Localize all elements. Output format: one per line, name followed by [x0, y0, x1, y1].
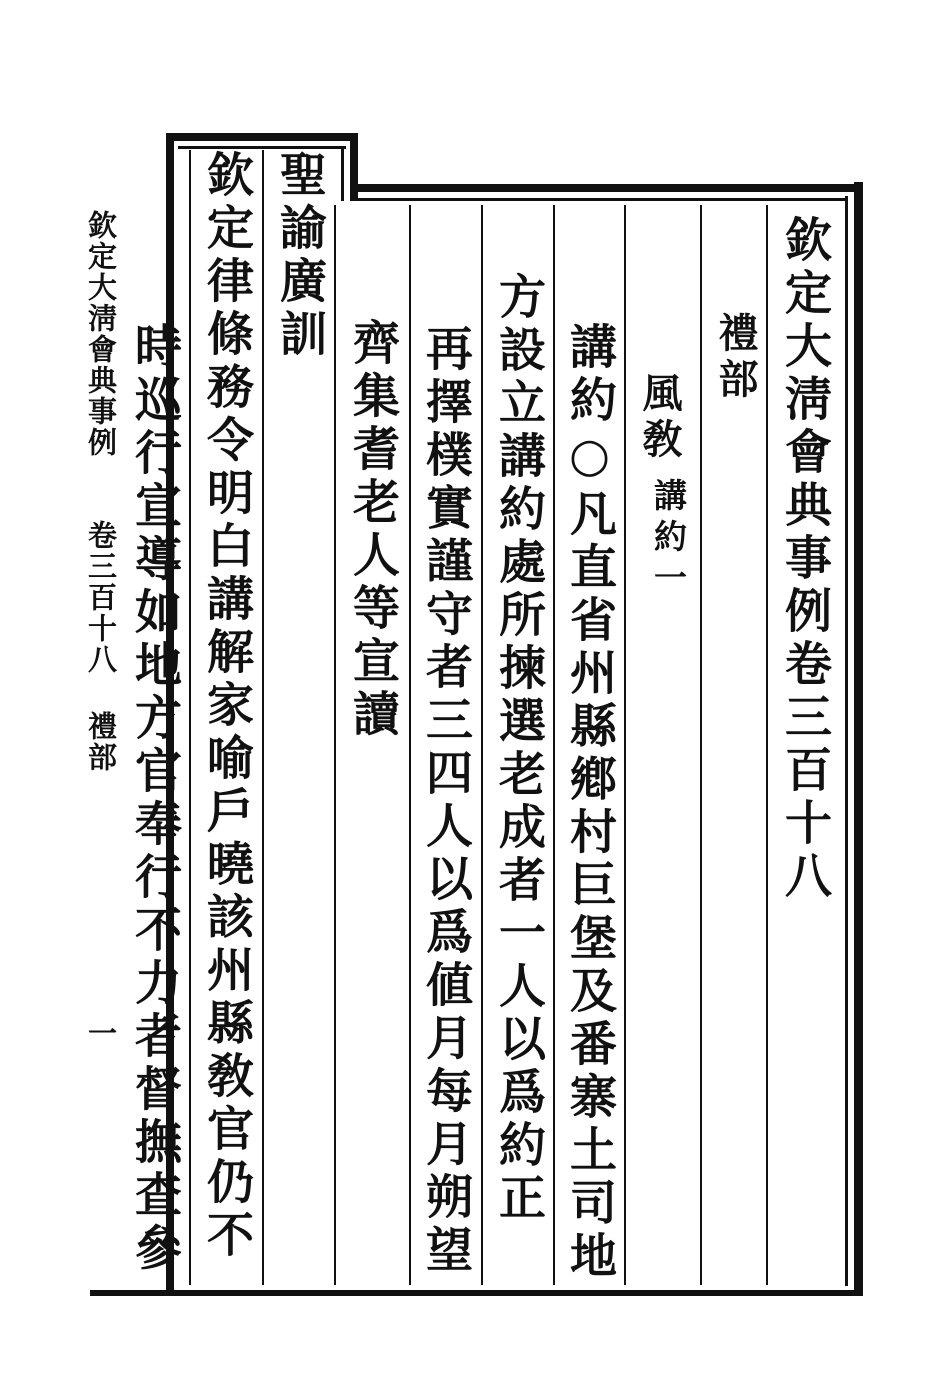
frame-bottom-border — [90, 1290, 863, 1296]
frame-right-inner-border — [845, 196, 848, 1286]
margin-page-number: 一 — [84, 1018, 118, 1049]
subsection-heading: 風敎 — [636, 372, 683, 464]
column-rule — [409, 205, 411, 1285]
body-column-2: 方設立講約處所揀選老成者一人以爲約正 — [491, 272, 546, 1226]
column-rule — [700, 205, 702, 1285]
body-column-1: 講約○凡直省州縣鄕村巨堡及番寨土司地 — [562, 322, 617, 1284]
tab-right-inner-border — [341, 146, 344, 201]
tab-top-border — [166, 133, 358, 141]
column-rule — [481, 205, 483, 1285]
column-rule — [262, 150, 264, 1285]
section-heading: 禮部 — [712, 312, 759, 404]
body-column-4: 齊集耆老人等宣讀 — [345, 318, 400, 742]
frame-right-border — [854, 182, 863, 1294]
column-rule — [189, 150, 191, 1285]
margin-book-title: 欽定大淸會典事例 — [84, 210, 118, 458]
body-column-7: 時巡行宣導如地方官奉行不力者督撫查參 — [127, 322, 182, 1276]
column-rule — [334, 205, 336, 1285]
document-title: 欽定大淸會典事例卷三百十八 — [777, 215, 832, 904]
body-column-5: 聖諭廣訓 — [272, 150, 327, 362]
frame-top-border — [352, 184, 863, 192]
body-column-6: 欽定律條務令明白講解家喻戶曉該州縣敎官仍不 — [199, 150, 254, 1263]
body-column-3: 再擇樸實謹守者三四人以爲値月每月朔望 — [418, 324, 473, 1278]
subsection-subheading: 講約一 — [649, 478, 688, 601]
column-rule — [553, 205, 555, 1285]
tab-right-border — [350, 133, 358, 201]
tab-top-inner-border — [178, 146, 346, 149]
column-rule — [624, 205, 626, 1285]
column-rule — [766, 205, 768, 1285]
margin-volume-section: 卷三百十八 禮部 — [84, 520, 118, 773]
frame-top-inner-border — [352, 198, 848, 201]
